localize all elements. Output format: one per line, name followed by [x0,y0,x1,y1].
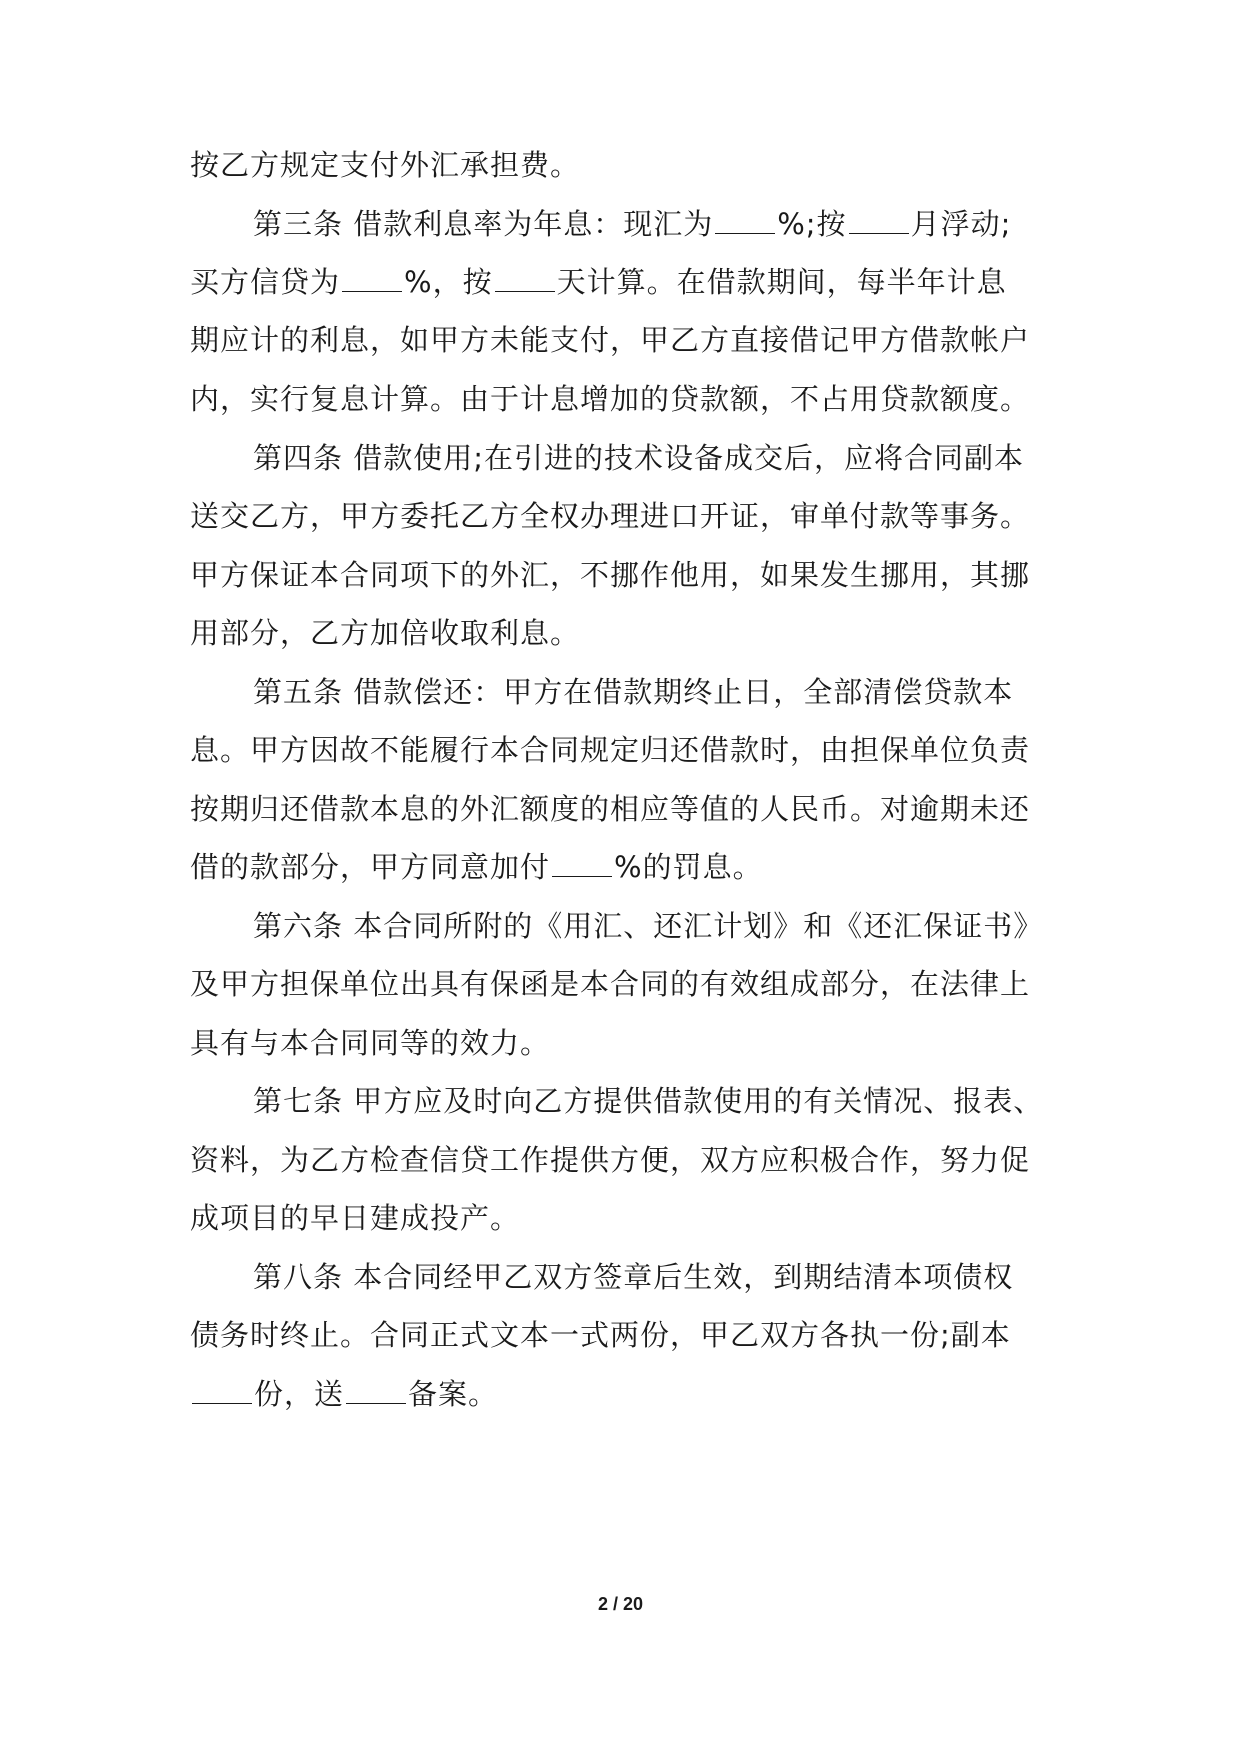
text-line: 按期归还借款本息的外汇额度的相应等值的人民币。对逾期未还 [190,792,1031,826]
text-segment: 买方信贷为 [190,265,341,299]
text-line: 资料，为乙方检查信贷工作提供方便，双方应积极合作，努力促 [190,1143,1031,1177]
text-segment: 月浮动; [910,207,1012,241]
fill-in-blank [192,1373,252,1404]
fill-in-blank [715,203,775,234]
article-7-line: 第七条 甲方应及时向乙方提供借款使用的有关情况、报表、 [253,1084,1044,1118]
text-line: 债务时终止。合同正式文本一式两份，甲乙双方各执一份;副本 [190,1318,1011,1352]
article-6-line: 第六条 本合同所附的《用汇、还汇计划》和《还汇保证书》 [253,909,1044,943]
text-segment: 天计算。在借款期间，每半年计息 [556,265,1007,299]
text-line: 送交乙方，甲方委托乙方全权办理进口开证，审单付款等事务。 [190,499,1031,533]
text-line: 按乙方规定支付外汇承担费。 [190,148,581,182]
text-segment: %，按 [404,265,493,299]
text-segment: 份，送 [254,1377,345,1411]
article-8-line: 第八条 本合同经甲乙双方签章后生效，到期结清本项债权 [253,1260,1014,1294]
text-line [190,837,1060,897]
fill-in-blank [342,261,402,292]
page-number: 2 / 20 [597,1594,644,1614]
text-segment: %的罚息。 [614,850,763,884]
article-3-line [253,194,1060,254]
text-line: 甲方保证本合同项下的外汇，不挪作他用，如果发生挪用，其挪 [190,558,1031,592]
article-5-line: 第五条 借款偿还：甲方在借款期终止日，全部清偿贷款本 [253,675,1014,709]
text-line: 具有与本合同同等的效力。 [190,1026,551,1060]
text-segment: 借的款部分，甲方同意加付 [190,850,551,884]
text-segment: %;按 [777,207,847,241]
text-line: 用部分，乙方加倍收取利息。 [190,616,581,650]
text-line: 内，实行复息计算。由于计息增加的贷款额，不占用贷款额度。 [190,382,1031,416]
fill-in-blank [849,203,909,234]
text-line: 成项目的早日建成投产。 [190,1201,521,1235]
article-4-line: 第四条 借款使用;在引进的技术设备成交后，应将合同副本 [253,441,1024,475]
fill-in-blank [495,261,555,292]
fill-in-blank [346,1373,406,1404]
fill-in-blank [552,846,612,877]
text-segment: 第三条 借款利息率为年息：现汇为 [253,207,714,241]
text-line: 息。甲方因故不能履行本合同规定归还借款时，由担保单位负责 [190,733,1031,767]
text-line: 期应计的利息，如甲方未能支付，甲乙方直接借记甲方借款帐户 [190,323,1031,357]
text-line: 及甲方担保单位出具有保函是本合同的有效组成部分，在法律上 [190,967,1031,1001]
text-line [190,252,1060,312]
text-line [190,1364,1060,1424]
text-segment: 备案。 [408,1377,499,1411]
